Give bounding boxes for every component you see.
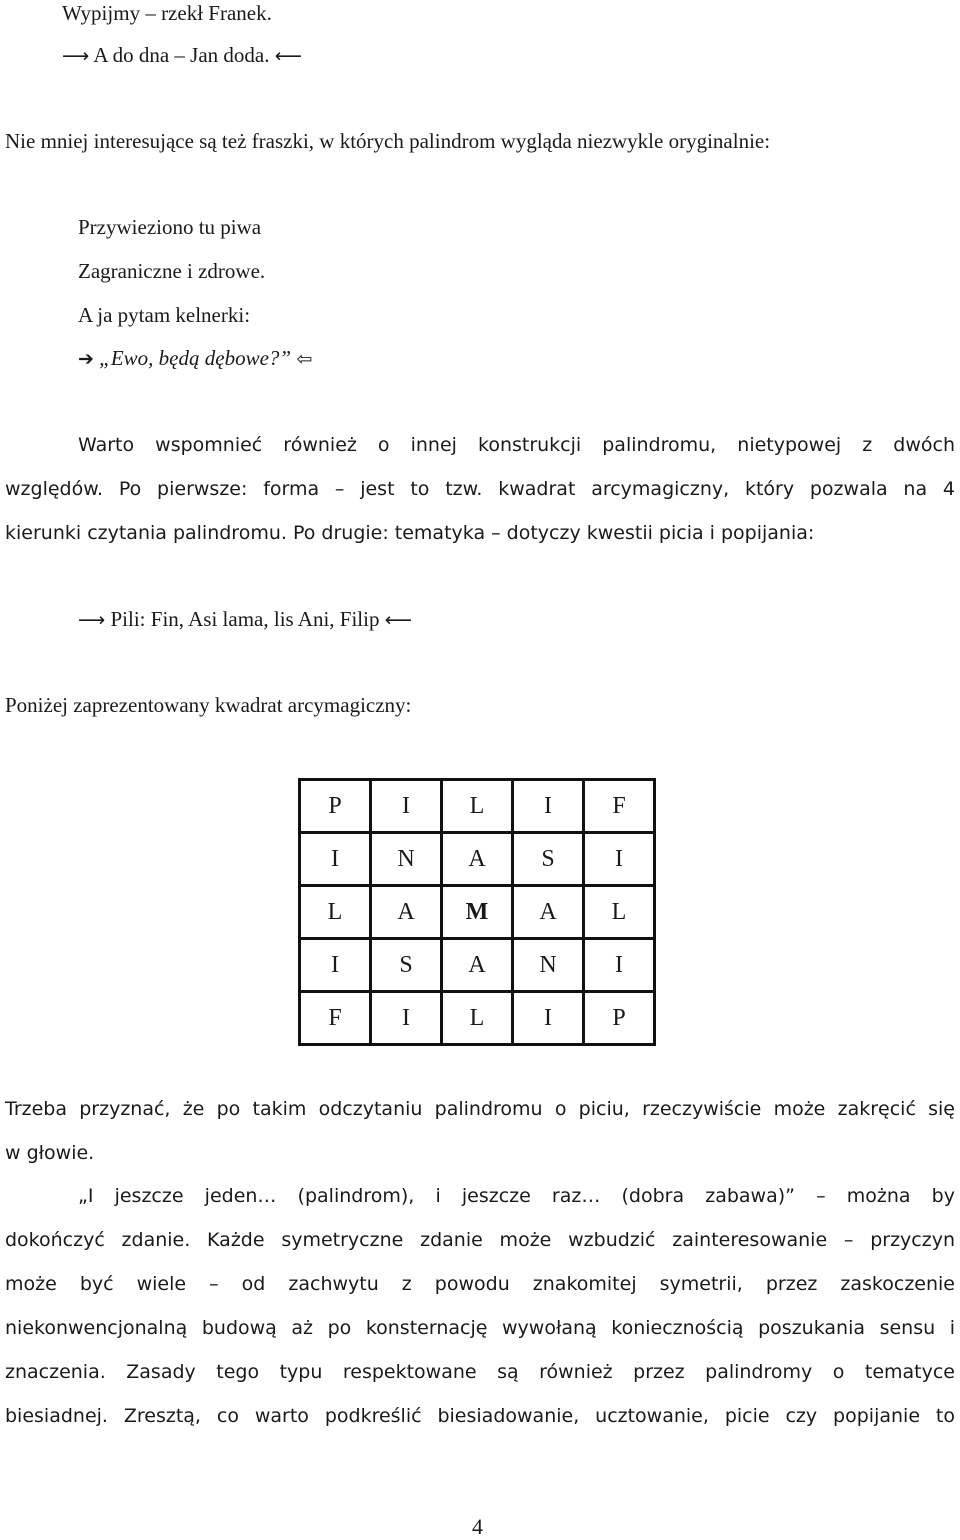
square-cell: A — [442, 833, 513, 886]
square-cell: A — [371, 886, 442, 939]
square-cell: I — [371, 780, 442, 833]
square-cell: A — [513, 886, 584, 939]
poem-line-4 — [78, 345, 312, 372]
square-cell: L — [442, 992, 513, 1045]
magic-square — [298, 778, 656, 1046]
para1-line-1: Warto wspomnieć również o innej konstrukcji palindromu, nietypowej z dwóch — [78, 434, 955, 456]
poem-line-1: Przywieziono tu piwa — [78, 215, 262, 239]
square-row — [300, 780, 655, 833]
left-arrow-icon: ⟵ — [384, 609, 412, 631]
para3-line-6: biesiadnej. Zresztą, co warto podkreślić biesiadowanie, ucztowanie, picie czy popijanie to — [5, 1405, 955, 1427]
square-cell: I — [584, 833, 655, 886]
square-cell: F — [300, 992, 371, 1045]
square-cell: I — [371, 992, 442, 1045]
square-cell: I — [584, 939, 655, 992]
square-cell: I — [513, 780, 584, 833]
square-cell: I — [513, 992, 584, 1045]
para2-line-2: w głowie. — [5, 1142, 95, 1164]
palindrome-line — [78, 606, 412, 633]
paragraph-conclusion — [5, 1096, 955, 1166]
square-cell: M — [442, 886, 513, 939]
square-row — [300, 886, 655, 939]
paragraph-final — [5, 1183, 955, 1429]
square-cell: S — [513, 833, 584, 886]
para3-line-3: może być wiele – od zachwytu z powodu znakomitej symetrii, przez zaskoczenie — [5, 1273, 955, 1295]
square-cell: N — [371, 833, 442, 886]
square-cell: S — [371, 939, 442, 992]
square-cell: L — [442, 780, 513, 833]
square-cell: L — [300, 886, 371, 939]
para2-line-1: Trzeba przyznać, że po takim odczytaniu palindromu o piciu, rzeczywiście może zakręcić się — [5, 1098, 955, 1120]
left-arrow-icon: ⟵ — [274, 45, 302, 67]
square-row — [300, 992, 655, 1045]
paragraph-square-intro — [5, 432, 955, 546]
para3-line-4: niekonwencjonalną budową aż po konsternację wywołaną koniecznością poszukania sensu i — [5, 1317, 955, 1339]
square-cell: I — [300, 833, 371, 886]
square-cell: P — [300, 780, 371, 833]
para1-line-3: kierunki czytania palindromu. Po drugie: tematyka – dotyczy kwestii picia i popijania: — [5, 522, 815, 544]
square-cell: A — [442, 939, 513, 992]
dialogue-line-1: Wypijmy – rzekł Franek. — [62, 1, 272, 25]
square-cell: F — [584, 780, 655, 833]
square-row — [300, 939, 655, 992]
square-cell: L — [584, 886, 655, 939]
left-arrow-icon: ⇦ — [296, 348, 313, 370]
para3-line-5: znaczenia. Zasady tego typu respektowane są również przez palindromy o tematyce — [5, 1361, 955, 1383]
poem-line-2: Zagraniczne i zdrowe. — [78, 259, 266, 283]
page-number: 4 — [472, 1514, 483, 1539]
dialogue-line-2-text: A do dna – Jan doda. — [93, 43, 270, 67]
para3-line-1: „I jeszcze jeden… (palindrom), i jeszcze raz… (dobra zabawa)” – można by — [78, 1185, 955, 1207]
right-arrow-icon: ⟶ — [62, 45, 90, 67]
intro-paragraph: Nie mniej interesujące są też fraszki, w których palindrom wygląda niezwykle oryginalnie: — [5, 129, 771, 153]
square-row — [300, 833, 655, 886]
palindrome-text: Pili: Fin, Asi lama, lis Ani, Filip — [110, 607, 380, 631]
poem-line-4-text: „Ewo, będą dębowe?” — [99, 346, 292, 370]
square-intro: Poniżej zaprezentowany kwadrat arcymagiczny: — [5, 693, 412, 717]
para1-line-2: względów. Po pierwsze: forma – jest to tzw. kwadrat arcymagiczny, który pozwala na 4 — [5, 478, 955, 500]
para3-line-2: dokończyć zdanie. Każde symetryczne zdanie może wzbudzić zainteresowanie – przyczyn — [5, 1229, 955, 1251]
square-cell: N — [513, 939, 584, 992]
right-arrow-icon: ⟶ — [78, 609, 106, 631]
poem-line-3: A ja pytam kelnerki: — [78, 303, 251, 327]
right-arrow-icon: ➔ — [78, 348, 94, 370]
dialogue-line-2 — [62, 42, 302, 69]
square-cell: I — [300, 939, 371, 992]
square-cell: P — [584, 992, 655, 1045]
